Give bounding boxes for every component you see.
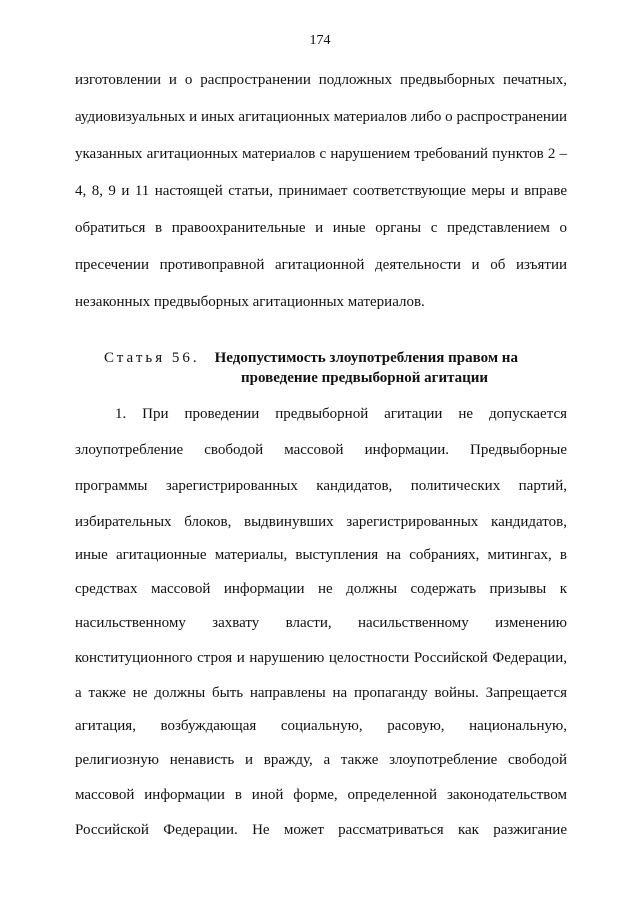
text-line: 1. При проведении предвыборной агитации не допускается [115,406,567,422]
text-line: аудиовизуальных и иных агитационных материалов либо о распространении [75,109,567,125]
article-title-line1: Недопустимость злоупотребления правом на [214,350,518,366]
text-line: иные агитационные материалы, выступления на собраниях, митингах, в [75,547,567,563]
text-line: Российской Федерации. Не может рассматриваться как разжигание [75,822,567,838]
text-line: указанных агитационных материалов с нарушением требований пунктов 2 – [75,146,567,162]
text-line: изготовлении и о распространении подложных предвыборных печатных, [75,72,567,88]
text-line: злоупотребление свободой массовой информации. Предвыборные [75,442,567,458]
text-line: избирательных блоков, выдвинувших зарегистрированных кандидатов, [75,514,567,530]
text-line: программы зарегистрированных кандидатов, политических партий, [75,478,567,494]
text-line: религиозную ненависть и вражду, а также злоупотребление свободой [75,752,567,768]
text-line: 4, 8, 9 и 11 настоящей статьи, принимает соответствующие меры и вправе [75,183,567,199]
text-line: массовой информации в иной форме, определенной законодательством [75,787,567,803]
text-line: конституционного строя и нарушению целостности Российской Федерации, [75,650,567,666]
page-number: 174 [309,33,331,48]
text-line: незаконных предвыборных агитационных материалов. [75,294,425,310]
article-title-line2: проведение предвыборной агитации [241,370,489,386]
text-line: средствах массовой информации не должны содержать призывы к [75,581,567,597]
text-line: насильственному захвату власти, насильственному изменению [75,615,567,631]
text-line: а также не должны быть направлены на пропаганду войны. Запрещается [75,685,567,701]
article-label: Статья 56. [104,350,200,366]
text-line: обратиться в правоохранительные и иные органы с представлением о [75,220,567,236]
text-line: агитация, возбуждающая социальную, расовую, национальную, [75,718,567,734]
article-heading [104,349,518,367]
text-line: пресечении противоправной агитационной деятельности и об изъятии [75,257,567,273]
